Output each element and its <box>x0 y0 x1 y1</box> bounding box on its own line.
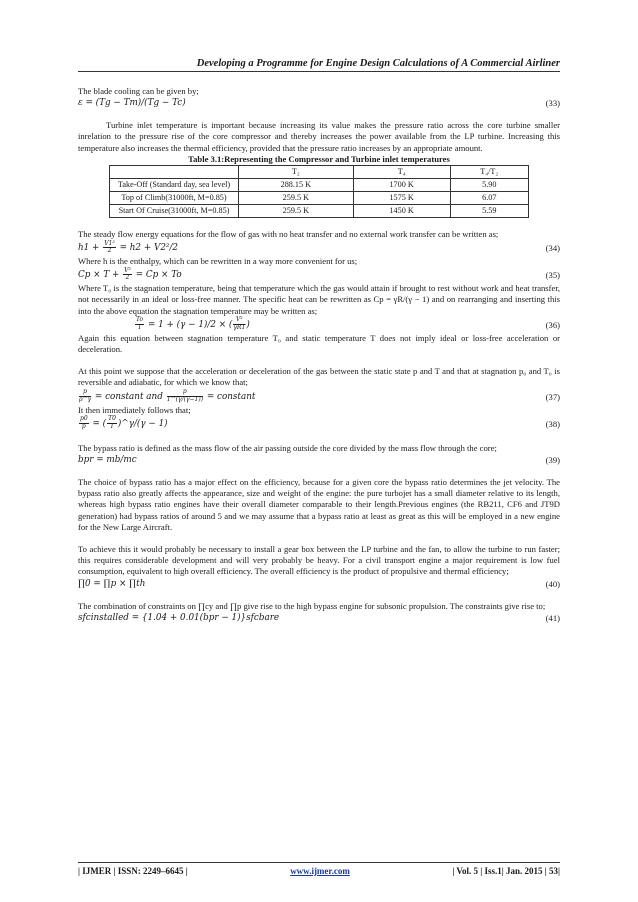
page-footer <box>78 862 560 876</box>
equation-40-expr: ∏0 = ∏p × ∏th <box>78 578 146 589</box>
page-body <box>78 58 560 624</box>
fraction-numerator: V² <box>124 266 131 274</box>
equation-36-number: (36) <box>545 319 560 330</box>
equation-37 <box>78 389 560 405</box>
fraction <box>123 268 132 282</box>
equation-35-lhs: Cp × T + <box>78 270 123 281</box>
equation-35 <box>78 267 560 283</box>
table-cell: 5.90 <box>450 178 528 191</box>
equation-34-lhs: h1 + <box>78 243 103 254</box>
table-row <box>110 191 529 204</box>
paragraph-where-h: Where h is the enthalpy, which can be rewritten in a way more convenient for us; <box>78 256 358 267</box>
equation-38 <box>78 416 560 432</box>
fraction <box>79 416 89 430</box>
table-caption: Table 3.1:Representing the Compressor and Turbine inlet temperatures <box>188 153 450 164</box>
fraction-numerator: p0 <box>80 415 88 423</box>
paragraph-blade-cooling: The blade cooling can be given by; <box>78 86 199 96</box>
table-cell: 288.15 K <box>239 178 354 191</box>
fraction-numerator: V1² <box>104 239 115 247</box>
fraction-numerator: T0 <box>108 415 116 423</box>
equation-36-close: ) <box>246 319 250 330</box>
table-cell: Top of Climb(31000ft, M=0.85) <box>110 191 239 204</box>
fraction <box>167 389 203 403</box>
equation-40 <box>78 578 560 590</box>
table-cell: 1700 K <box>353 178 450 191</box>
footer-journal: | IJMER | ISSN: 2249–6645 | <box>78 866 188 876</box>
equation-35-number: (35) <box>545 270 560 281</box>
equation-41-expr: sfcinstalled = {1.04 + 0.01(bpr − 1)}sfcbare <box>78 612 280 623</box>
equation-37-number: (37) <box>545 391 560 402</box>
fraction-denominator: 2 <box>125 274 130 282</box>
paragraph-again: Again this equation between stagnation temperature T₀ and static temperature T does not imply ideal or loss-free acceleration or deceleration. <box>78 332 560 355</box>
fraction-denominator: T <box>109 422 114 430</box>
fraction-numerator: p <box>167 389 203 397</box>
table-cell: Take-Off (Standard day, sea level) <box>110 178 239 191</box>
fraction-denominator: T^(γ/(γ−1)) <box>166 395 204 403</box>
paragraph-combination: The combination of constraints on ∏cy and ∏p give rise to the high bypass engine for subsonic propulsion. The constraints give rise to; <box>78 600 546 611</box>
table-row <box>110 178 529 191</box>
equation-34-number: (34) <box>545 243 560 254</box>
paragraph-it-then: It then immediately follows that; <box>78 404 191 415</box>
fraction-denominator: γRT <box>233 323 246 331</box>
paragraph-bypass-ratio: The bypass ratio is defined as the mass flow of the air passing outside the core divided by the mass flow through the core; <box>78 442 497 453</box>
fraction-numerator: p <box>79 389 91 397</box>
table-header-row <box>110 165 529 178</box>
table-cell: Start Of Cruise(31000ft, M=0.85) <box>110 204 239 217</box>
equation-36-mid: = 1 + (γ − 1)/2 × ( <box>145 319 233 330</box>
equation-33-number: (33) <box>545 98 560 109</box>
paragraph-choice: The choice of bypass ratio has a major effect on the efficiency, because for a given core the bypass ratio determines the jet velocity. The bypass ratio also greatly affects the appearance, size and weight of the engine: the pure turbojet has a small diameter relative to its length, whereas high bypass ratio engines have their overall diameter comparable to their length.Previous engines (the RB211, CF6 and JT9D generation) had bypass ratios of around 5 and we may assume that a bypass ratio at least as great as this will be employed in a new engine for the New Large Aircraft. <box>78 477 560 532</box>
fraction <box>233 317 245 331</box>
footer-volume: | Vol. 5 | Iss.1| Jan. 2015 | 53| <box>452 866 560 876</box>
paragraph-achieve: To achieve this it would probably be necessary to install a gear box between the LP turbine and the fan, to allow the turbine to run faster; this requires considerable development and will very probably be heavy. For a civil transport engine a major requirement is low fuel consumption, equivalent to high overall efficiency. The overall efficiency is the product of propulsive and thermal efficiency; <box>78 544 560 577</box>
paragraph-steady-flow: The steady flow energy equations for the flow of gas with no heat transfer and no external work transfer can be written as; <box>78 228 499 239</box>
equation-39-number: (39) <box>545 455 560 466</box>
table-cell: 1450 K <box>353 204 450 217</box>
fraction-numerator: V² <box>233 317 245 325</box>
table-cell: 6.07 <box>450 191 528 204</box>
equation-33-expr: ε = (Tg − Tm)/(Tg − Tc) <box>78 98 186 109</box>
table-header-cell <box>110 165 239 178</box>
table-row <box>110 204 529 217</box>
fraction <box>135 317 144 331</box>
fraction <box>79 389 91 403</box>
equation-36 <box>78 317 560 333</box>
equation-38-mid: = ( <box>89 418 107 429</box>
fraction-denominator: p <box>81 422 86 430</box>
fraction-denominator: 2 <box>107 247 112 255</box>
equation-34-rhs: = h2 + V2²/2 <box>116 243 179 254</box>
paragraph-at-this-point: At this point we suppose that the acceleration or deceleration of the gas between the static state p and T and that at stagnation p₀ and T₀ is reversible and adiabatic, for which we know that; <box>78 366 560 388</box>
paragraph-stagnation: Where T₀ is the stagnation temperature, being that temperature which the gas would attain if brought to rest without work and heat transfer, not necessarily in an ideal or loss-free manner. The specific heat can be rewritten as Cp = γR/(γ − 1) and on rearranging and inserting this into the above equation the stagnation temperature may be written as; <box>78 283 560 316</box>
table-header-cell: T₂ <box>239 165 354 178</box>
equation-35-rhs: = Cp × To <box>132 270 182 281</box>
equation-37-rhs: = constant <box>204 391 256 402</box>
fraction-numerator: To <box>136 316 144 324</box>
equation-39 <box>78 454 560 466</box>
fraction-denominator: ρ^γ <box>79 395 92 403</box>
fraction-denominator: T <box>137 323 142 331</box>
equation-40-number: (40) <box>545 578 560 589</box>
equation-37-mid: = constant and <box>92 391 166 402</box>
equation-38-number: (38) <box>545 418 560 429</box>
fraction <box>107 416 117 430</box>
fraction <box>103 241 116 255</box>
equation-38-rhs: )^γ/(γ − 1) <box>117 418 168 429</box>
equation-33 <box>78 97 560 109</box>
table-header-cell: T₄ <box>353 165 450 178</box>
temperature-table <box>109 165 529 218</box>
table-cell: 259.5 K <box>239 204 354 217</box>
table-cell: 259.5 K <box>239 191 354 204</box>
table-header-cell: T₄/T₂ <box>450 165 528 178</box>
equation-34 <box>78 240 560 256</box>
running-header: Developing a Programme for Engine Design Calculations of A Commercial Airliner <box>78 58 560 72</box>
table-cell: 5.59 <box>450 204 528 217</box>
table-cell: 1575 K <box>353 191 450 204</box>
footer-website-link[interactable]: www.ijmer.com <box>290 866 350 876</box>
equation-41 <box>78 612 560 624</box>
equation-39-expr: bpr = mb/mc <box>78 455 137 466</box>
paragraph-turbine-inlet: Turbine inlet temperature is important because increasing its value makes the pressure ratio across the core turbine smaller inrelation to the pressure rise of the core compressor and thereby increases the power available from the LP turbine. Increasing this temperature also increases the thermal efficiency, provided that the pressure ratio increases by an appropriate amount. <box>78 120 560 153</box>
equation-41-number: (41) <box>545 612 560 623</box>
